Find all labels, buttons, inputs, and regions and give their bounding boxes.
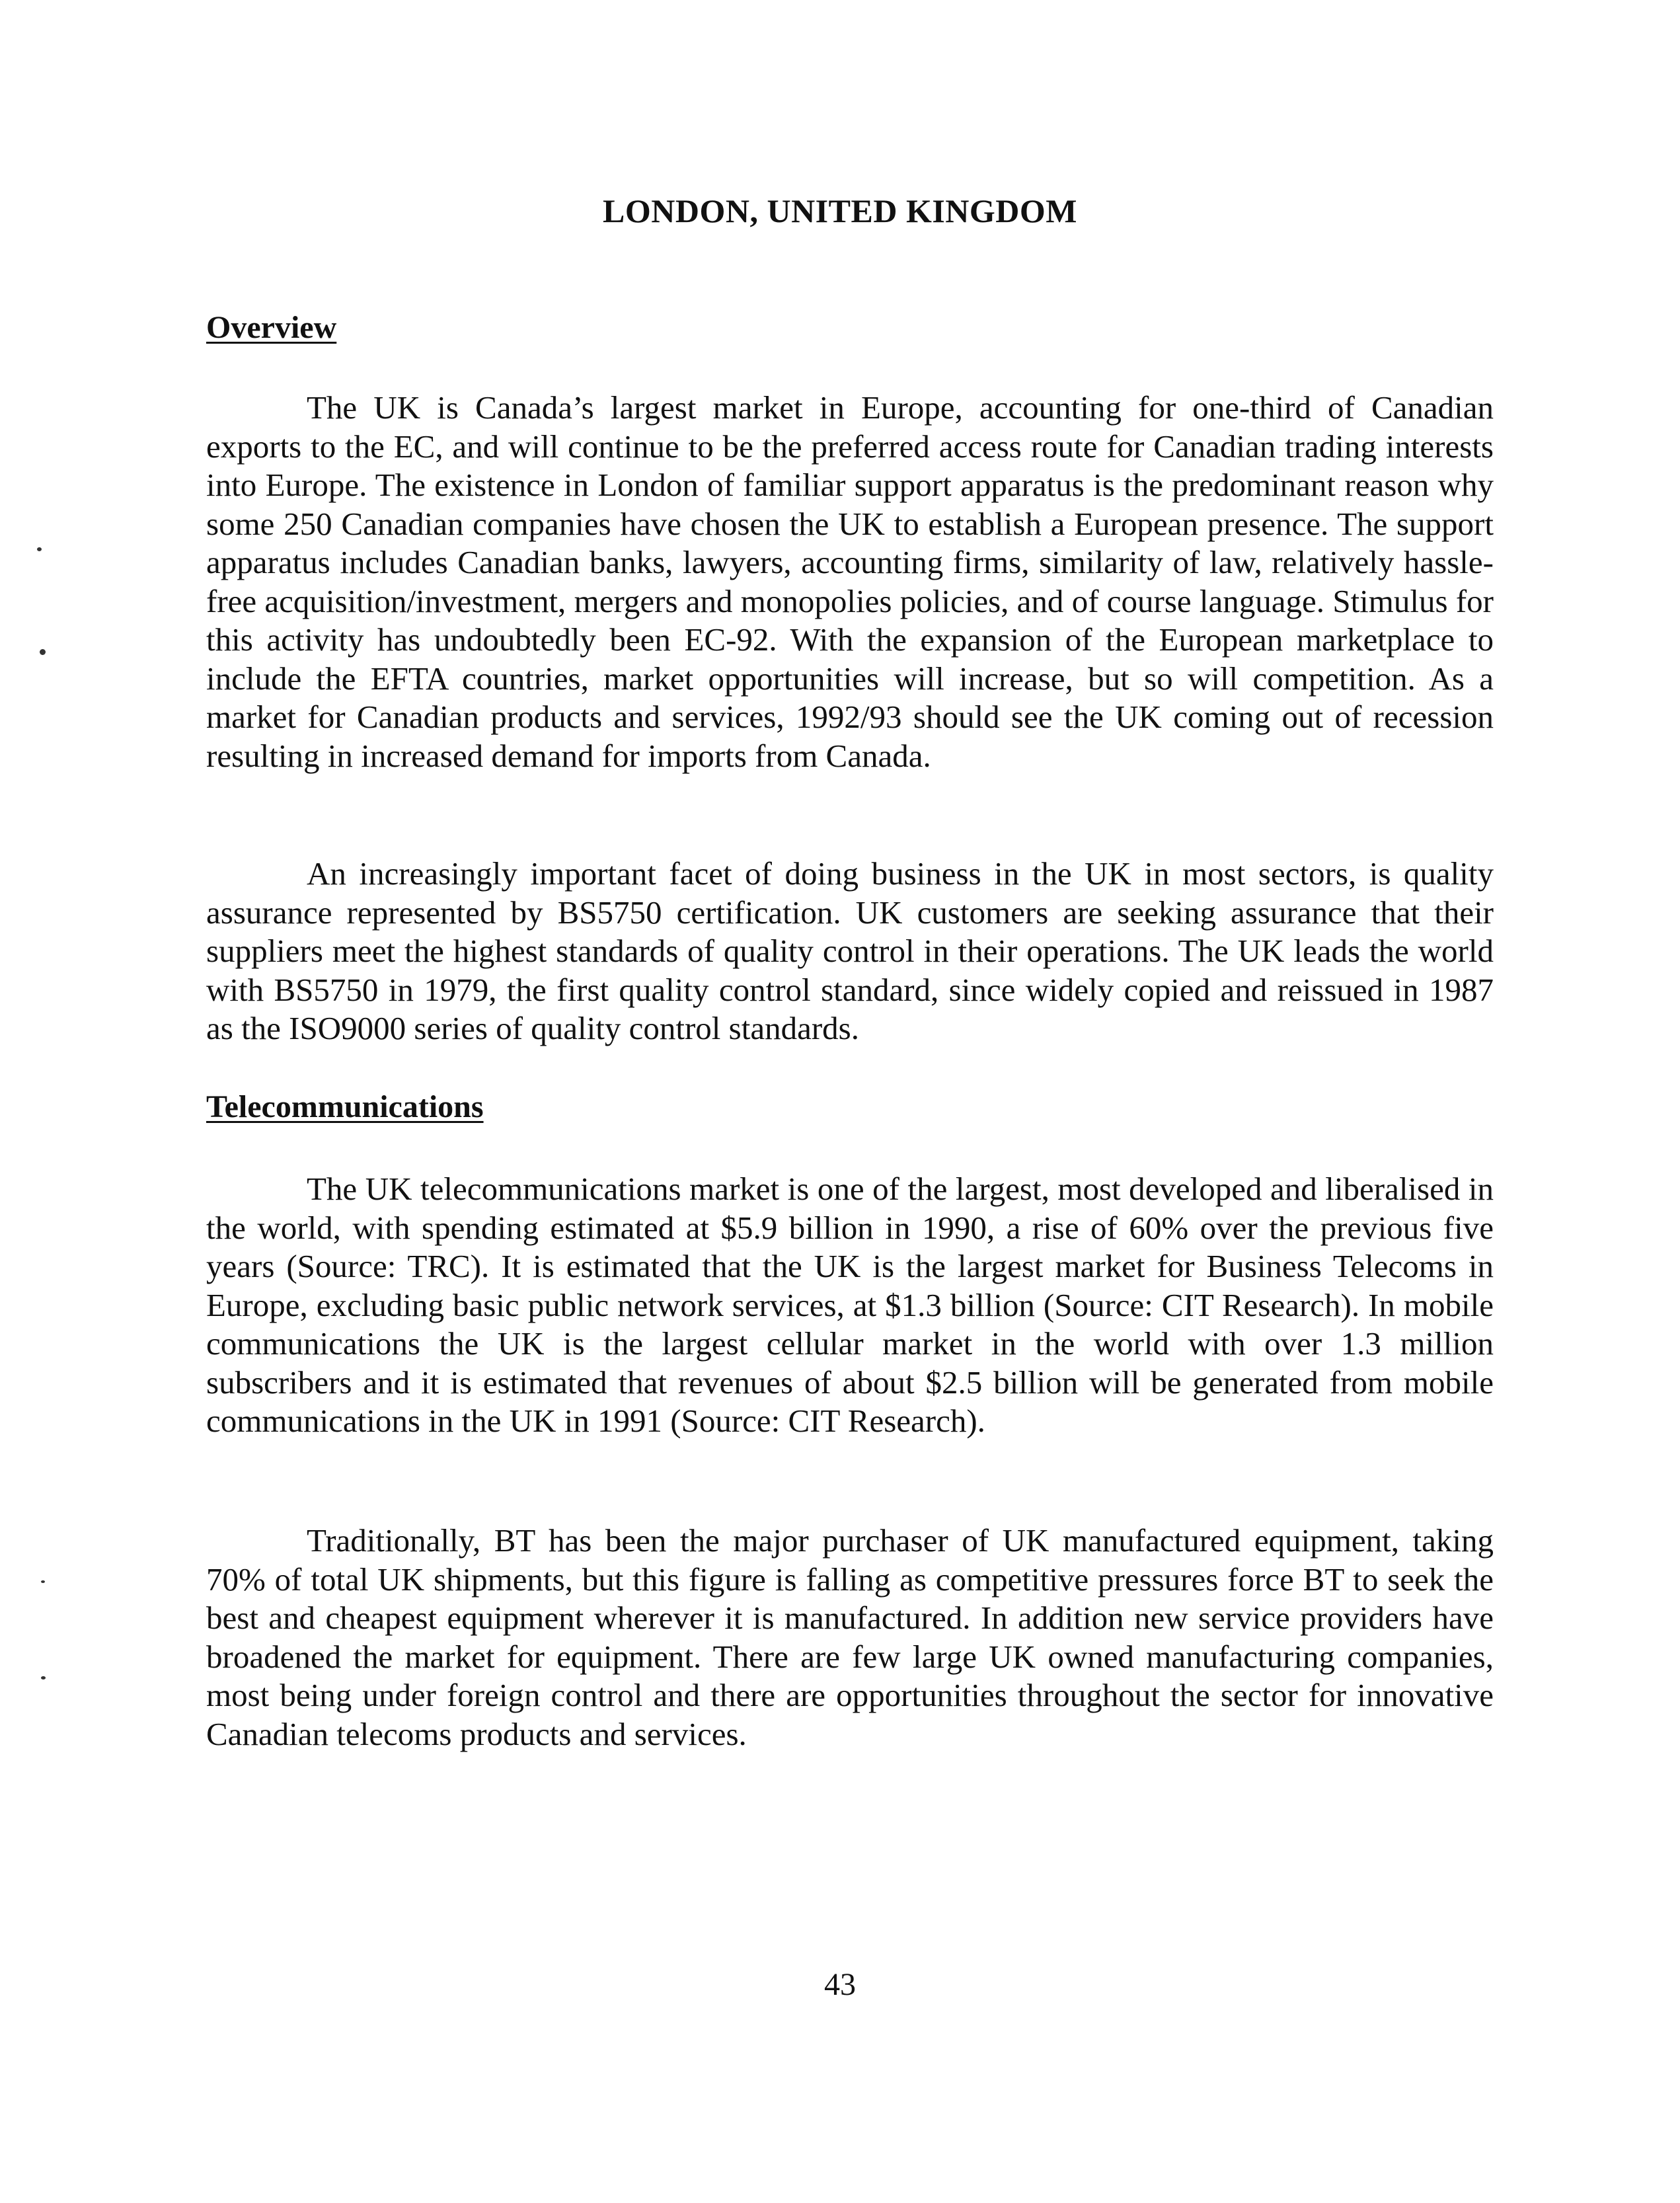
page-number: 43 <box>824 1967 856 2002</box>
section-heading-telecommunications: Telecommunications <box>206 1089 484 1124</box>
scan-speck <box>41 1676 46 1680</box>
paragraph-telecom-1: The UK telecommunications market is one of the largest, most developed and liberalised in the world, with spending estimated at $5.9 billion in 1990, a rise of 60% over the previous five years (Source: TRC). It is estimated that the UK is the largest market for Business Telecoms in Europe, excluding basic public network services, at $1.3 billion (Source: CIT Research). In mobile communications the UK is the largest cellular market in the world with over 1.3 million subscribers and it is estimated that revenues of about $2.5 billion will be generated from mobile communications in the UK in 1991 (Source: CIT Research). <box>206 1171 1494 1439</box>
paragraph-overview-2: An increasingly important facet of doing business in the UK in most sectors, is quality assurance represented by BS5750 certification. UK customers are seeking assurance that their suppliers meet the highest standards of quality control in their operations. The UK leads the world with BS5750 in 1979, the first quality control standard, since widely copied and reissued in 1987 as the ISO9000 series of quality control standards. <box>206 855 1494 1046</box>
paragraph-overview-1: The UK is Canada’s largest market in Europe, accounting for one-third of Canadian exports to the EC, and will continue to be the preferred access route for Canadian trading interests into Europe. The existence in London of familiar support apparatus is the predominant reason why some 250 Canadian companies have chosen the UK to establish a European presence. The support apparatus includes Canadian banks, lawyers, accounting firms, similarity of law, relatively hassle-free acquisition/investment, mergers and monopolies policies, and of course language. Stimulus for this activity has undoubtedly been EC-92. With the expansion of the European marketplace to include the EFTA countries, market opportunities will increase, but so will competition. As a market for Canadian products and services, 1992/93 should see the UK coming out of recession resulting in increased demand for imports from Canada. <box>206 389 1494 774</box>
scan-speck <box>41 1580 45 1583</box>
scan-speck <box>37 547 42 551</box>
section-heading-overview: Overview <box>206 310 337 345</box>
page-title: LONDON, UNITED KINGDOM <box>603 192 1077 229</box>
paragraph-telecom-2: Traditionally, BT has been the major purchaser of UK manufactured equipment, taking 70% of total UK shipments, but this figure is falling as competitive pressures force BT to seek the best and cheapest equipment wherever it is manufactured. In addition new service providers have broadened the market for equipment. There are few large UK owned manufacturing companies, most being under foreign control and there are opportunities throughout the sector for innovative Canadian telecoms products and services. <box>206 1522 1494 1752</box>
scan-speck <box>40 649 46 655</box>
